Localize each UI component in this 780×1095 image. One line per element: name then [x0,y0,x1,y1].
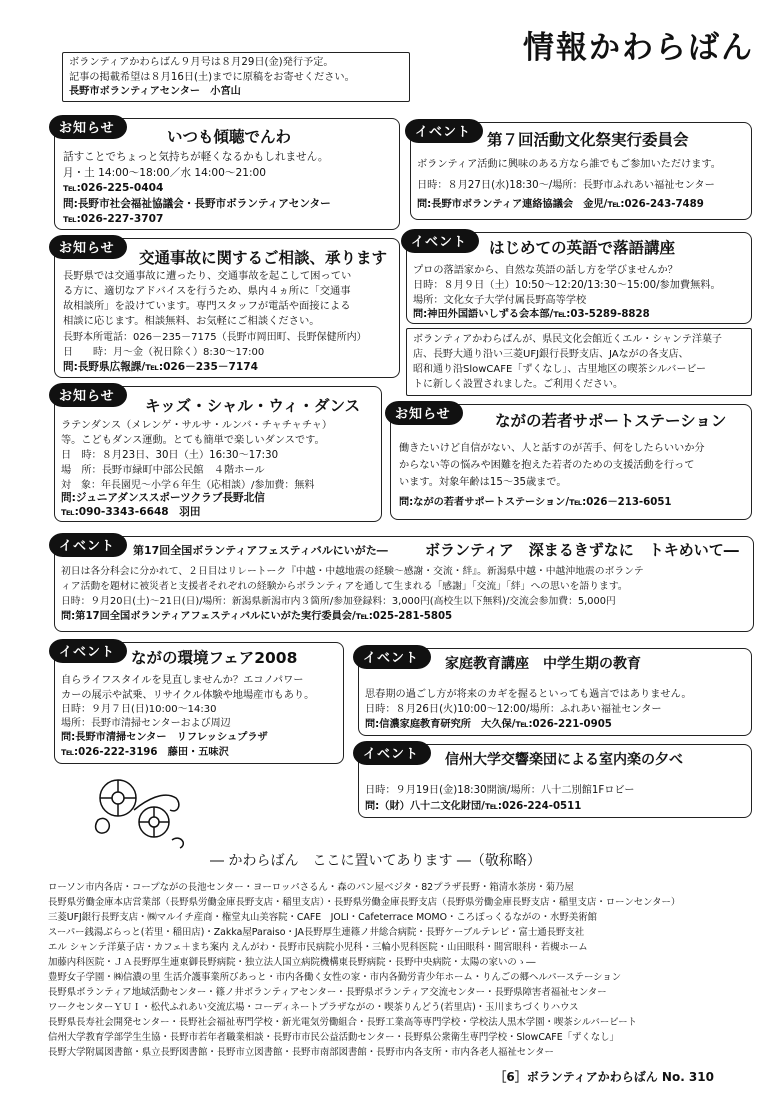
article-line: 思春期の過ごし方が将来のカギを握るといっても過言ではありません。 [365,689,692,700]
article-line: 問:信濃家庭教育研究所 大久保/℡:026-221-0905 [365,719,612,730]
article-traffic [54,238,400,378]
article-line: 長野本所電話：026－235－7175（長野市岡田町、長野保健所内） [63,332,367,343]
article-line: 問:長野市ボランティア連絡協議会 金児/℡:026-243-7489 [417,199,704,210]
article-title: ながの環境フェア2008 [131,649,298,667]
article-badge: お知らせ [49,235,127,259]
location-line: スーパー銭湯ぶらっと(若里・稲田店)・Zakka屋Paraiso・JA長野厚生連篠ノ井総合病院・長野ケーブルテレビ・富士通長野支社 [48,927,585,938]
article-line: 日 時：月～金（祝日除く）8:30～17:00 [63,347,265,358]
article-youth [390,404,752,520]
article-line: 昭和通り沿SlowCAFE「ずくなし」、古里地区の喫茶シルバービー [413,364,706,375]
morning-glory-icon [84,770,194,850]
notice-line: ボランティアかわらばん９月号は８月29日(金)発行予定。 [69,57,334,68]
article-line: る方に、適切なアドバイスを行うため、県内４ヵ所に「交通事 [63,285,351,297]
article-line: 問:長野市社会福祉協議会・長野市ボランティアセンター [63,198,331,210]
location-line: 長野県ボランティア地域活動センター・篠ノ井ボランティアセンター・長野県ボランティア交流センター・長野県障害者福祉センター [48,987,607,998]
article-line: 場 所：長野市緑町中部公民館 ４階ホール [61,465,265,476]
article-line: 問:長野市清掃センター リフレッシュプラザ [61,732,268,743]
article-line: 日時：８月26日(火)10:00～12:00/場所：ふれあい福祉センター [365,704,662,715]
article-line: カーの展示や試乗、リサイクル体験や地場産市もあり。 [61,690,315,701]
article-line: 日時：９月７日(日)10:00～14:30 [61,704,217,715]
article-line: ℡:026-227-3707 [63,213,164,225]
article-line: トに新しく設置されました。ご利用ください。 [413,379,623,390]
article-eco [54,642,344,764]
article-title: 交通事故に関するご相談、承ります [139,249,388,267]
article-shelf [406,328,752,396]
article-line: 相談に応じます。相談無料、お気軽にご相談ください。 [63,315,320,327]
article-line: 場所：文化女子大学付属長野高等学校 [413,295,587,306]
article-title: ながの若者サポートステーション [495,412,727,430]
page-footer: ［6］ボランティアかわらばん No. 310 [494,1070,714,1084]
location-line: ワークセンターＹＵＩ・松代ふれあい交流広場・コーディネートプラザながの・喫茶りんどう(若里店)・玉川まちづくりハウス [48,1002,579,1013]
article-line: 日時：８月27日(水)18:30～/場所：長野市ふれあい福祉センター [417,180,715,191]
location-line: ローソン市内各店・コープながの長池センター・ヨーロッパさるん・森のパン屋ベジタ・82プラザ長野・箱清水茶房・菊乃屋 [48,882,574,893]
article-title: キッズ・シャル・ウィ・ダンス [145,397,361,415]
article-subtitle: 第17回全国ボランティアフェスティバルにいがた― [133,544,388,557]
article-title: ボランティア 深まるきずなに トキめいて― [425,541,739,559]
article-line: ℡:026-225-0404 [63,182,164,194]
article-badge: イベント [353,645,431,669]
location-line: 長野大学附属図書館・県立長野図書館・長野市立図書館・長野市南部図書館・長野市内各支所・市内各老人福祉センター [48,1047,554,1058]
article-title: 信州大学交響楽団による室内楽の夕べ [445,752,683,768]
article-rakugo [406,232,752,324]
article-line: 日 時：８月23日、30日（土）16:30～17:30 [61,450,279,461]
location-line: 信州大学教育学部学生生協・長野市若年者職業相談・長野市市民公益活動センター・長野県公衆衛生専門学校・SlowCAFE「ずくなし」 [48,1032,619,1043]
article-line: ℡:090-3343-6648 羽田 [61,506,201,518]
article-badge: イベント [353,741,431,765]
notice-line: 記事の掲載希望は８月16日(土)までに原稿をお寄せください。 [69,72,355,83]
article-line: 日時：８月９日（土）10:50～12:20/13:30～15:00/参加費無料。 [413,280,721,291]
location-line: 加藤内科医院・ＪＡ長野厚生連東御長野病院・独立法人国立病院機構東長野病院・長野中央病院・太陽の家いのゝ― [48,957,536,968]
article-title: 第７回活動文化祭実行委員会 [487,131,689,149]
article-badge: イベント [49,533,127,557]
article-line: ィア活動を題材に被災者と支援者それぞれの経験からボランティアを通して生まれる「感謝」「交流」「絆」への思いを語ります。 [61,581,628,592]
article-line: 等。こどもダンス運動。とても簡単で楽しいダンスです。 [61,435,325,446]
location-line: 豊野女子学園・㈱信濃の里 生活介護事業所びあっと・市内各働く女性の家・市内各勤労青少年ホーム・りんごの郷ヘルパーステーション [48,972,622,983]
article-line: 問:長野県広報課/℡:026－235－7174 [63,361,258,373]
location-line: エル シャンテ洋菓子店・カフェ＋まち案内 えんがわ・長野市民病院小児科・三輪小児科医院・山田眼科・間宮眼科・若槻ホーム [48,942,588,953]
page-title: 情報かわらばん [523,30,754,66]
article-line: ℡:026-222-3196 藤田・五味沢 [61,747,229,758]
article-line: からない等の悩みや困難を抱えた若者のための支援活動を行って [399,460,695,471]
article-line: います。対象年齢は15～35歳まで。 [399,477,567,488]
article-family [358,648,752,736]
article-line: 場所：長野市清掃センターおよび周辺 [61,718,231,729]
article-line: 問:（財）八十二文化財団/℡:026-224-0511 [365,801,582,812]
article-badge: お知らせ [49,115,127,139]
article-line: 店、長野大通り沿い三菱UFJ銀行長野支店、JAながの各支店、 [413,349,689,360]
article-line: 問:第17回全国ボランティアフェスティバルにいがた実行委員会/℡:025-281-5805 [61,611,453,622]
article-badge: イベント [405,119,483,143]
article-line: 長野県では交通事故に遭ったり、交通事故を起こして困ってい [63,270,352,282]
article-title: いつも傾聴でんわ [167,128,292,146]
notice-box [62,52,410,102]
article-festival [54,536,754,632]
article-line: ボランティア活動に興味のある方なら誰でもご参加いただけます。 [417,159,721,170]
article-line: 話すことでちょっと気持ちが軽くなるかもしれません。 [63,151,329,163]
article-badge: お知らせ [49,383,127,407]
article-line: 問:ながの若者サポートステーション/℡:026－213-6051 [399,497,672,508]
location-line: 長野県労働金庫本店営業部（長野県労働金庫長野支店・稲里支店）・長野県労働金庫長野支店（長野県労働金庫長野支店・稲里支店・ローンセンター） [48,897,681,908]
notice-line: 長野市ボランティアセンター 小宮山 [69,86,241,97]
article-listen [54,118,400,230]
location-line: 長野県長寿社会開発センター・長野社会福祉専門学校・新光電気労働組合・長野工業高等専門学校・学校法人黒木学園・喫茶シルバービート [48,1017,637,1028]
article-line: 日時：９月20日(土)～21日(日)/場所：新潟県新潟市内３箇所/参加登録料：3,000円(高校生以下無料)/交流会参加費：5,000円 [61,596,616,607]
article-line: ボランティアかわらばんが、県民文化会館近くエル・シャンテ洋菓子 [413,334,722,345]
article-badge: イベント [49,639,127,663]
article-dance [54,386,382,522]
article-concert [358,744,752,818]
article-line: 初日は各分科会に分かれて、２日目はリレートーク『中越・中越地震の経験～感謝・交流・絆』。新潟県中越・中越沖地震のボランテ [61,566,644,577]
location-line: 三菱UFJ銀行長野支店・㈱マルイチ産商・権堂丸山美容院・CAFE JOLI・Cafeterrace MOMO・ころぽっくるながの・水野美術館 [48,912,598,923]
article-line: 月・土 14:00～18:00／水 14:00～21:00 [63,167,267,179]
article-line: プロの落語家から、自然な英語の話し方を学びませんか？ [413,265,678,276]
article-line: 対 象：年長園児～小学６年生（応相談）/参加費：無料 [61,480,315,491]
article-line: 故相談所」を設けています。専門スタッフが電話や面接による [63,300,351,312]
article-badge: お知らせ [385,401,463,425]
article-badge: イベント [401,229,479,253]
article-title: はじめての英語で落語講座 [489,239,676,257]
article-line: 問:ジュニアダンススポーツクラブ長野北信 [61,492,265,504]
article-title: 家庭教育講座 中学生期の教育 [445,656,641,672]
locations-title: ― かわらばん ここに置いてあります ―（敬称略） [210,853,541,869]
article-culture [410,122,752,220]
article-line: 日時：９月19日(金)18:30開演/場所：八十二別館1Fロビー [365,785,635,796]
article-line: 問:神田外国語いしずる会本部/℡:03-5289-8828 [413,309,650,320]
article-line: 働きたいけど自信がない、人と話すのが苦手、何をしたらいいか分 [399,443,705,454]
article-line: ラテンダンス（メレンゲ・サルサ・ルンバ・チャチャチャ） [61,420,333,431]
article-line: 自らライフスタイルを見直しませんか？エコノパワー [61,675,304,686]
